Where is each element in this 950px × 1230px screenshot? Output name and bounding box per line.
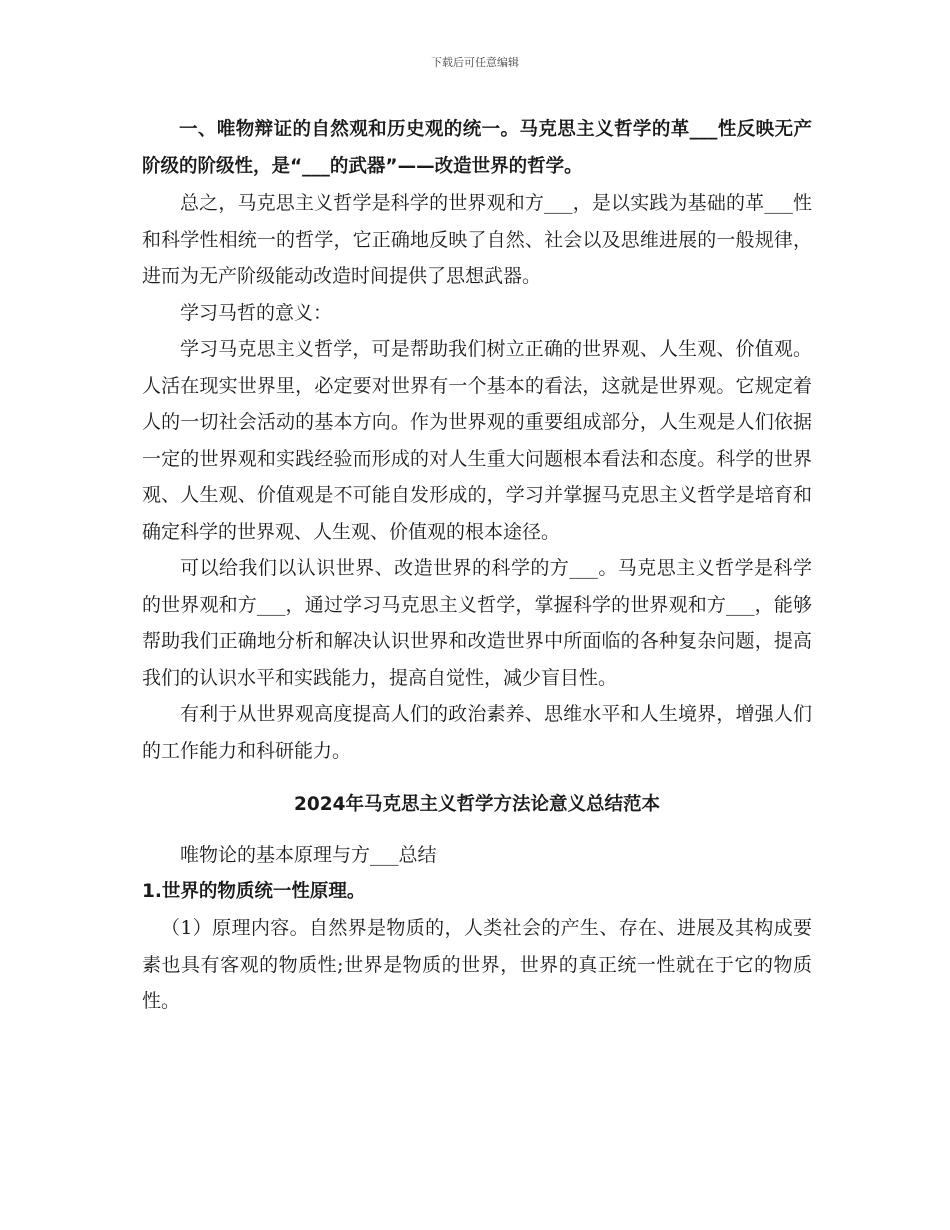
paragraph-summary: 总之，马克思主义哲学是科学的世界观和方___，是以实践为基础的革___性和科学性相统一的哲学，它正确地反映了自然、社会以及思维进展的一般规律，进而为无产阶级能动改造时间提供了思想武器。 <box>142 192 812 287</box>
paragraph-principle-content: （1）原理内容。自然界是物质的，人类社会的产生、存在、进展及其构成要素也具有客观的物质性;世界是物质的世界，世界的真正统一性就在于它的物质性。 <box>142 917 812 1012</box>
section-heading-material-unity: 1.世界的物质统一性原理。 <box>142 880 366 902</box>
document-title: 2024年马克思主义哲学方法论意义总结范本 <box>294 794 660 815</box>
paragraph-benefits: 有利于从世界观高度提高人们的政治素养、思维水平和人生境界，增强人们的工作能力和科研能力。 <box>142 703 812 762</box>
paragraph-significance-heading: 学习马哲的意义： <box>180 301 333 324</box>
document-body <box>142 112 812 1020</box>
header-note: 下载后可任意编辑 <box>431 56 519 69</box>
paragraph-materialism-summary: 唯物论的基本原理与方___总结 <box>180 844 437 866</box>
paragraph-worldview: 学习马克思主义哲学，可是帮助我们树立正确的世界观、人生观、价值观。人活在现实世界里，必定要对世界有一个基本的看法，这就是世界观。它规定着人的一切社会活动的基本方向。作为世界观的重要组成部分，人生观是人们依据一定的世界观和实践经验而形成的对人生重大问题根本看法和态度。科学的世界观、人生观、价值观是不可能自发形成的，学习并掌握马克思主义哲学是培育和确定科学的世界观、人生观、价值观的根本途径。 <box>142 338 812 543</box>
paragraph-unity-section: 一、唯物辩证的自然观和历史观的统一。马克思主义哲学的革___性反映无产阶级的阶级性，是“___的武器”——改造世界的哲学。 <box>142 119 812 177</box>
paragraph-methodology: 可以给我们以认识世界、改造世界的科学的方___。马克思主义哲学是科学的世界观和方___，通过学习马克思主义哲学，掌握科学的世界观和方___，能够帮助我们正确地分析和解决认识世界和改造世界中所面临的各种复杂问题，提高我们的认识水平和实践能力，提高自觉性，减少盲目性。 <box>142 557 812 689</box>
